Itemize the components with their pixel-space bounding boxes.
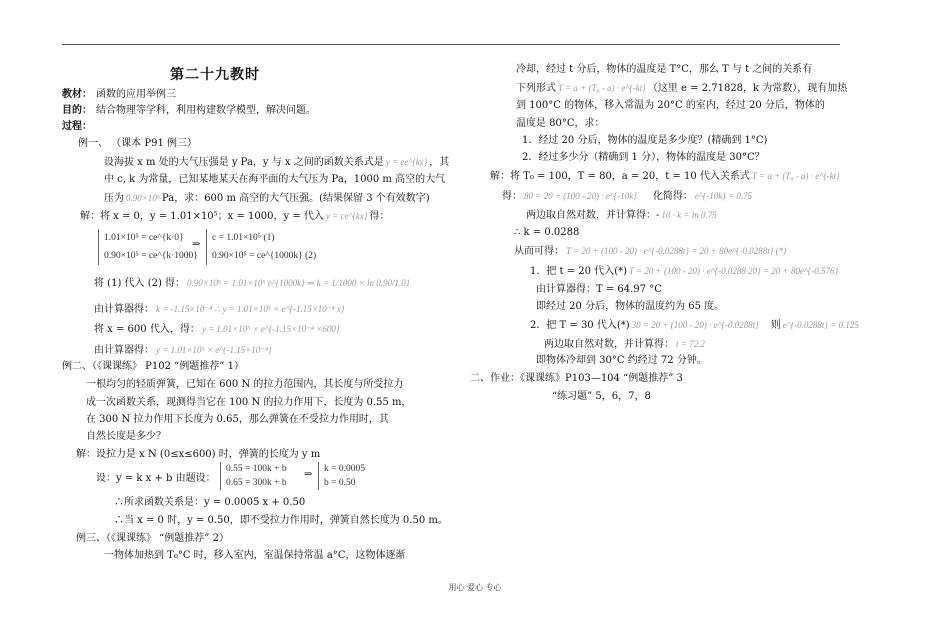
homework-line: “练习题” 5，6，7，8 — [552, 391, 651, 402]
example2-heading: 例二、（《课课练》 P102 “例题推荐” 1） — [62, 361, 244, 372]
solution1-calc: 由计算器得： k = -1.15×10⁻⁴ ∴ y = 1.01×10⁵ × e^{-1.15×10⁻⁴ x} — [94, 304, 345, 315]
question-1: 1．经过 20 分后，物体的温度是多少度？(精确到 1°C) — [522, 135, 768, 146]
equation-system-2-right: k = 0.0005 b = 0.50 — [318, 462, 365, 490]
example2-line: 自然长度是多少？ — [86, 431, 166, 442]
example2-line: 成一次函数关系，现测得当它在 100 N 的拉力作用下，长度为 0.55 m， — [86, 397, 412, 408]
example3-line: 温度是 80°C，求： — [516, 118, 605, 129]
equation-system-1-right: c = 1.01×10⁵ (1) 0.90×10⁵ = ce^{1000k} (2) — [206, 229, 316, 265]
implies-arrow: ⇒ — [192, 239, 201, 250]
example3-line: 到 100°C 的物体，移入常温为 20°C 的室内，经过 20 分后，物体的 — [516, 100, 825, 111]
part2-calc: 两边取自然对数，并计算得： t = 72.2 — [544, 339, 705, 350]
solution2-line: 解：设拉力是 x N (0≤x≤600) 时，弹簧的长度为 y m — [76, 449, 321, 460]
equation-system-1-left: 1.01×10⁵ = ce^{k·0} 0.90×10⁵ = ce^{k·1000} — [98, 229, 198, 265]
solution3-formula: 从而可得： T = 20 + (100 - 20) · e^{-0.0288t} = 20 + 80e^{-0.0288t} (*) — [514, 246, 787, 257]
solution2-conclusion: ∴当 x = 0 时，y = 0.50，即不受拉力作用时，弹簧自然长度为 0.50 m。 — [114, 515, 448, 526]
example3-line: 下列形式 T = a + (T₀ - a) · e^{-kt} （这里 e = 2.71828，k 为常数），现有加热 — [516, 83, 848, 94]
part1-calc: 由计算器得：T = 64.97 °C — [536, 284, 662, 295]
label-jiaocai: 教材： — [62, 89, 92, 100]
text-mudi: 结合物理等学科，利用构建数学模型，解决问题。 — [96, 105, 316, 116]
solution1-result: 由计算器得： y = 1.01×10⁵ × e^{-1.15×10⁻⁴} — [94, 345, 272, 356]
solution3-line: 两边取自然对数，并计算得：- 10 · k = ln 0.75 — [526, 210, 717, 221]
example2-line: 在 300 N 拉力作用下长度为 0.65，那么弹簧在不受拉力作用时，其 — [86, 414, 389, 425]
part1-conclusion: 即经过 20 分后，物体的温度约为 65 度。 — [536, 301, 725, 312]
header-rule — [62, 44, 840, 45]
example3-line: 冷却，经过 t 分后，物体的温度是 T°C，那么 T 与 t 之间的关系有 — [516, 64, 813, 75]
example3-heading: 例三、（《课课练》 “例题推荐” 2） — [76, 533, 229, 544]
implies-arrow: ⇒ — [304, 469, 313, 480]
part1-substitute: 1．把 t = 20 代入(*) T = 20 + (100 - 20) · e^{-0.0288·20} = 20 + 80e^{-0.576} — [530, 266, 839, 277]
example3-line: 一物体加热到 T₀°C 时，移入室内，室温保持常温 a°C，这物体逐渐 — [104, 550, 406, 561]
solution2-result: ∴所求函数关系是：y = 0.0005 x + 0.50 — [114, 497, 306, 508]
solution3-k: ∴ k = 0.0288 — [514, 227, 580, 238]
part2-substitute: 2．把 T = 30 代入(*) 30 = 20 + (100 - 20) · e^{-0.0288t} 则 e^{-0.0288t} = 0.125 — [530, 320, 859, 331]
page-title: 第二十九教时 — [170, 67, 260, 83]
label-mudi: 目的： — [62, 105, 92, 116]
equation-system-2-left: 0.55 = 100k + b 0.65 = 300k + b — [220, 462, 287, 490]
question-2: 2．经过多少分（精确到 1 分），物体的温度是 30°C？ — [522, 152, 765, 163]
example1-line: 设海拔 x m 处的大气压强是 y Pa，y 与 x 之间的函数关系式是 y = ce^{kx} ，其 — [104, 157, 450, 168]
solution1-line: 解：将 x = 0，y = 1.01×10⁵；x = 1000，y = 代入 y = ce^{kx} 得： — [80, 211, 390, 222]
part2-conclusion: 即物体冷却到 30°C 约经过 72 分钟。 — [536, 355, 707, 366]
page-footer: 用心 爱心 专心 — [448, 583, 502, 592]
homework-line: 二、作业：《课课练》P103—104 “例题推荐” 3 — [470, 373, 683, 384]
example1-line: 压为 0.90×10⁵ Pa，求：600 m 高空的大气压强。(结果保留 3 个有效数字) — [104, 193, 430, 204]
example2-line: 一根均匀的轻质弹簧，已知在 600 N 的拉力范围内，其长度与所受拉力 — [86, 379, 404, 390]
solution1-substitute-600: 将 x = 600 代入，得： y = 1.01×10⁵ × e^{-1.15×10⁻⁴ ×600} — [94, 324, 340, 335]
example1-line: 中 c, k 为常量，已知某地某天在海平面的大气压为 Pa，1000 m 高空的大气 — [104, 174, 446, 185]
solution1-substitute: 将 (1) 代入 (2) 得： 0.90×10⁵ = 1.01×10⁵ e^{1000k} ⇒ k = 1/1000 × ln 0.90/1.01 — [94, 278, 411, 289]
text-jiaocai: 函数的应用举例三 — [96, 89, 176, 100]
solution2-setup: 设：y = k x + b 由题设： — [96, 473, 216, 484]
label-guocheng: 过程： — [62, 121, 92, 132]
example1-heading: 例一、 （课本 P91 例三） — [78, 138, 197, 149]
solution3-line: 解：将 T₀ = 100，T = 80，a = 20，t = 10 代入关系式 T = a + (T₀ - a) · e^{-kt} — [490, 171, 840, 182]
solution3-line: 得： 80 = 20 + (100 - 20) · e^{-10k} 化简得： e^{-10k} = 0.75 — [502, 191, 753, 202]
